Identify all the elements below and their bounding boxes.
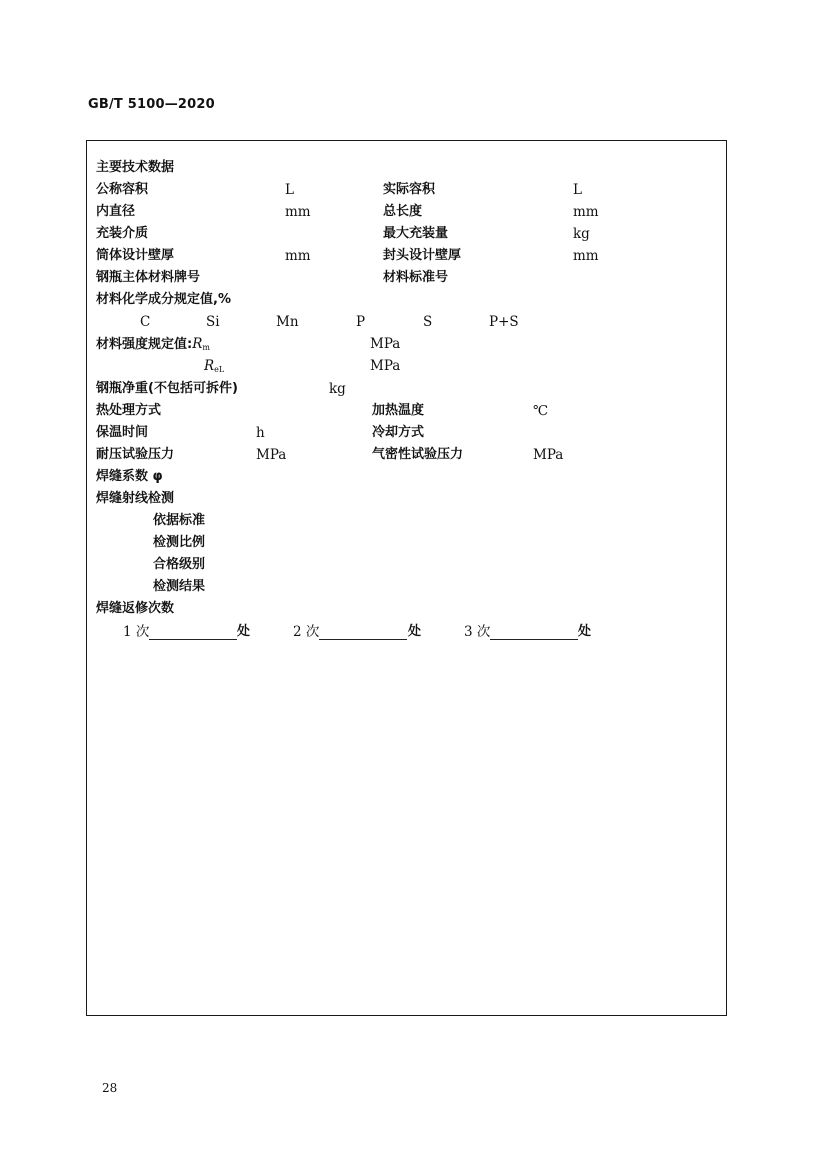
heat-temp-unit: ℃	[533, 403, 549, 419]
total-length-label: 总长度	[383, 204, 423, 219]
chem-element-mn: Mn	[276, 314, 299, 330]
strength-line-rel	[204, 357, 224, 379]
repair-1-num: 1 次	[123, 624, 150, 640]
repair-1-suffix: 处	[237, 624, 251, 639]
chem-element-c: C	[140, 314, 151, 330]
chem-element-p: P	[356, 314, 366, 330]
repair-3-blank[interactable]	[490, 639, 578, 640]
repair-3-suffix: 处	[578, 624, 592, 639]
chem-element-p-plus-s: P+S	[489, 314, 519, 330]
weld-repair-label: 焊缝返修次数	[96, 601, 175, 616]
nominal-volume-unit: L	[285, 182, 294, 198]
leak-test-unit: MPa	[533, 447, 564, 463]
inspection-result-label: 检测结果	[153, 579, 206, 594]
radiography-label: 焊缝射线检测	[96, 491, 175, 506]
strength-line-rm	[96, 335, 210, 357]
medium-label: 充装介质	[96, 226, 149, 241]
total-length-unit: mm	[573, 204, 599, 220]
cooling-label: 冷却方式	[372, 425, 425, 440]
actual-volume-unit: L	[573, 182, 582, 198]
repair-2-suffix: 处	[408, 624, 422, 639]
repair-3-num: 3 次	[464, 624, 491, 640]
technical-data-form	[86, 140, 727, 1016]
inner-diameter-unit: mm	[285, 204, 311, 220]
repair-1-blank[interactable]	[149, 639, 237, 640]
head-thickness-unit: mm	[573, 248, 599, 264]
rm-subscript: m	[202, 343, 210, 352]
hold-time-unit: h	[256, 425, 265, 441]
rel-symbol: R	[204, 358, 215, 374]
head-thickness-label: 封头设计壁厚	[383, 248, 462, 263]
rm-symbol: R	[192, 336, 203, 352]
standard-code: GB/T 5100—2020	[88, 97, 215, 112]
heat-temp-label: 加热温度	[372, 403, 425, 418]
leak-test-label: 气密性试验压力	[372, 447, 464, 462]
actual-volume-label: 实际容积	[383, 182, 436, 197]
material-standard-label: 材料标准号	[383, 270, 449, 285]
max-fill-label: 最大充装量	[383, 226, 449, 241]
page-number: 28	[102, 1081, 118, 1095]
strength-label: 材料强度规定值:	[96, 337, 193, 352]
chem-composition-label: 材料化学成分规定值,%	[96, 292, 231, 307]
inner-diameter-label: 内直径	[96, 204, 136, 219]
shell-thickness-unit: mm	[285, 248, 311, 264]
section-title: 主要技术数据	[96, 160, 175, 175]
shell-thickness-label: 筒体设计壁厚	[96, 248, 175, 263]
acceptance-grade-label: 合格级别	[153, 557, 206, 572]
hydro-test-label: 耐压试验压力	[96, 447, 175, 462]
weld-coefficient-label: 焊缝系数 φ	[96, 469, 163, 484]
nominal-volume-label: 公称容积	[96, 182, 149, 197]
hold-time-label: 保温时间	[96, 425, 149, 440]
net-weight-label: 钢瓶净重(不包括可拆件)	[96, 381, 238, 396]
basis-standard-label: 依据标准	[153, 513, 206, 528]
rel-subscript: eL	[214, 365, 225, 374]
inspection-ratio-label: 检测比例	[153, 535, 206, 550]
chem-element-s: S	[423, 314, 433, 330]
heat-treat-label: 热处理方式	[96, 403, 162, 418]
max-fill-unit: kg	[573, 226, 590, 242]
hydro-test-unit: MPa	[256, 447, 287, 463]
material-grade-label: 钢瓶主体材料牌号	[96, 270, 201, 285]
repair-2-blank[interactable]	[319, 639, 407, 640]
strength-unit-rm: MPa	[370, 336, 401, 352]
chem-element-si: Si	[206, 314, 220, 330]
strength-unit-rel: MPa	[370, 358, 401, 374]
net-weight-unit: kg	[329, 381, 346, 397]
repair-2-num: 2 次	[293, 624, 320, 640]
